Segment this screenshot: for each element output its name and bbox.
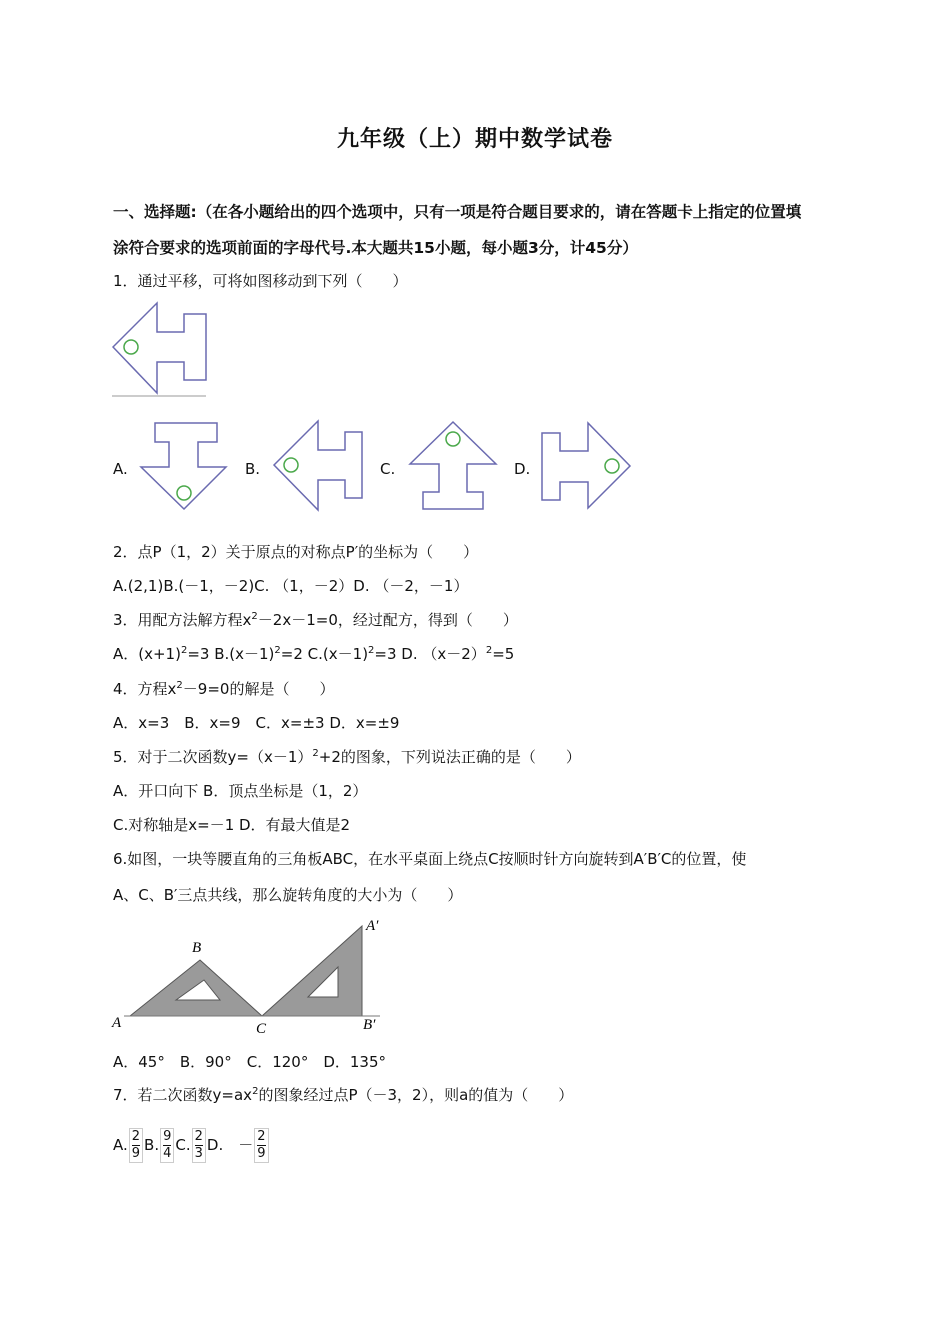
section-header-line2: 涂符合要求的选项前面的字母代号.本大题共15小题，每小题3分，计45分） xyxy=(113,239,638,257)
label-b-prime: B′ xyxy=(363,1017,376,1033)
q5-stem: 5．对于二次函数$y=(x-1)^2+2$的图象，下列说法正确的是（ ） xyxy=(113,748,581,766)
label-a: A xyxy=(112,1015,122,1031)
q6-stem-line1: 6.如图，一块等腰直角的三角板ABC，在水平桌面上绕点C按顺时针方向旋转到A′B′C的位置，使 xyxy=(113,850,747,868)
q5-options-line1: A．开口向下 B．顶点坐标是（1，2） xyxy=(113,782,368,800)
q3-options: A．$(x+1)^2=3$ $B.(x-1)^2=2$ $C.(x-1)^2=3$ D. $(x-2)^2=5$ xyxy=(113,645,515,663)
q7-label-b: B. xyxy=(144,1136,160,1154)
q6-stem-line2: A、C、B′三点共线，那么旋转角度的大小为（ ） xyxy=(113,886,463,904)
q6-triangle-figure xyxy=(110,912,390,1038)
q1-label-d: D. xyxy=(514,460,531,478)
label-c: C xyxy=(256,1021,267,1037)
q1-option-c-figure xyxy=(406,420,500,512)
q7-stem: 7．若二次函数$y=ax^2$的图象经过点P（－3，2），则a的值为（ ） xyxy=(113,1086,574,1104)
page-title: 九年级（上）期中数学试卷 xyxy=(336,127,613,152)
q3-stem: 3．用配方法解方程$x^2-2x-1=0$，经过配方，得到（ ） xyxy=(113,611,518,629)
q1-label-c: C. xyxy=(380,460,396,478)
q7-label-d: D. － xyxy=(206,1136,254,1154)
q7-label-c: C. xyxy=(175,1136,191,1154)
fraction-d: $\frac{2}{9}$ xyxy=(254,1128,268,1163)
label-a-prime: A′ xyxy=(366,918,379,934)
section-header-line1: 一、选择题:（在各小题给出的四个选项中，只有一项是符合题目要求的，请在答题卡上指定的位置填 xyxy=(113,203,802,221)
q1-option-b-figure xyxy=(272,418,364,512)
q7-label-a: A. xyxy=(113,1136,128,1154)
q1-stem: 1．通过平移，可将如图移动到下列（ ） xyxy=(113,272,408,290)
q1-label-a: A. xyxy=(113,460,128,478)
q4-stem: 4．方程$x^2-9=0$的解是（ ） xyxy=(113,680,335,698)
q4-options: A．x=3 B．x=9 C．x=±3 D．x=±9 xyxy=(113,714,400,732)
fraction-c: $\frac{2}{3}$ xyxy=(192,1128,206,1163)
q2-stem: 2．点P（1，2）关于原点的对称点P′的坐标为（ ） xyxy=(113,543,479,561)
q7-options xyxy=(113,1128,270,1163)
q1-original-figure xyxy=(112,300,208,398)
q5-options-line2: C.对称轴是x=－1 D．有最大值是2 xyxy=(113,816,351,834)
fraction-a: $\frac{2}{9}$ xyxy=(129,1128,143,1163)
q1-option-d-figure xyxy=(540,421,634,511)
q1-option-a-figure xyxy=(138,420,228,512)
fraction-b: $\frac{9}{4}$ xyxy=(160,1128,174,1163)
q1-label-b: B. xyxy=(245,460,261,478)
q2-options: A.(2,1)B.(－1，－2)C. （1，－2）D. （－2，－1） xyxy=(113,577,469,595)
q6-options: A．45° B．90° C．120° D．135° xyxy=(113,1053,387,1071)
label-b: B xyxy=(192,940,202,956)
